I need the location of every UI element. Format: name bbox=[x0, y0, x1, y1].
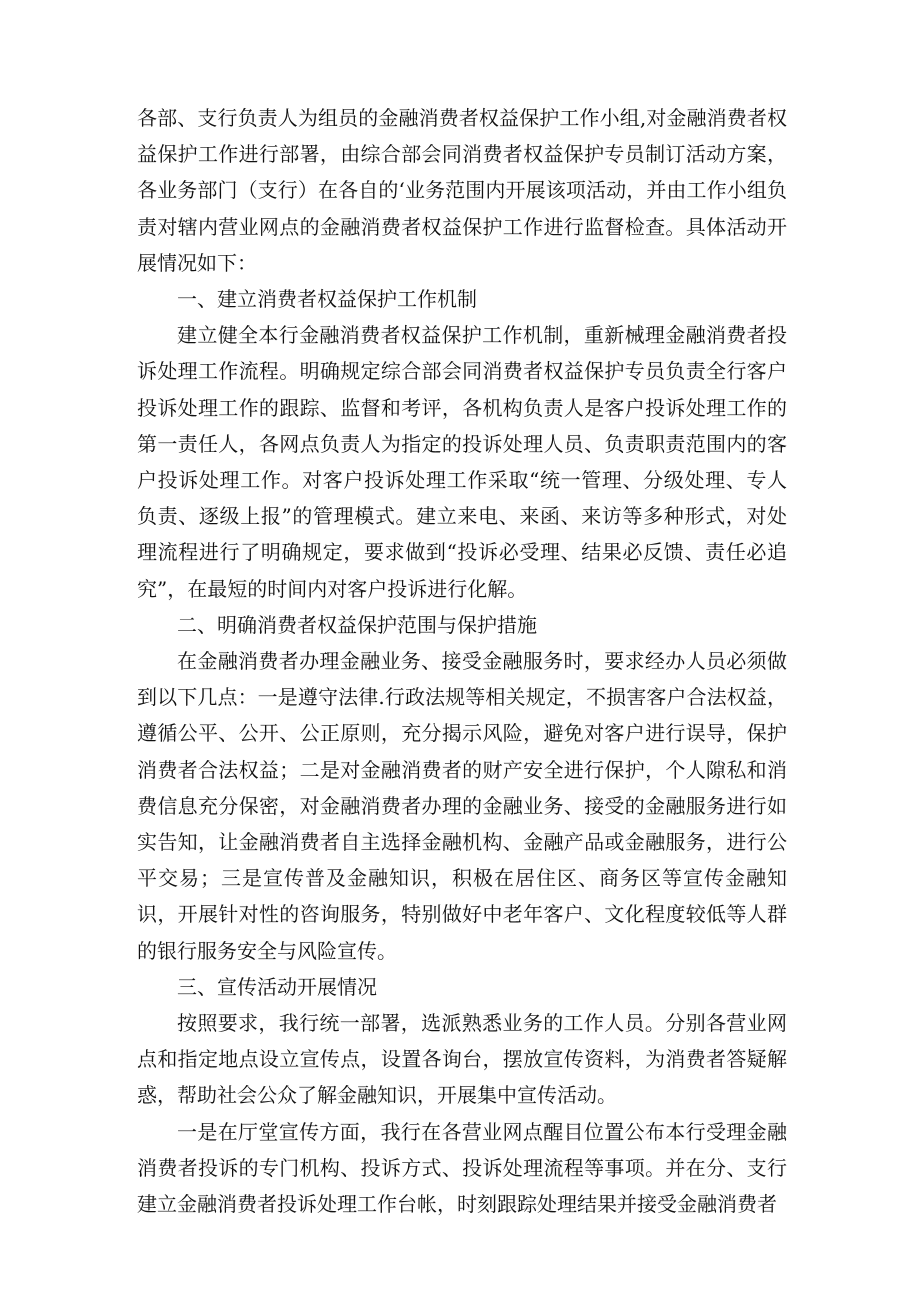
document-page bbox=[137, 100, 787, 1222]
paragraph-continued: 各部、支行负责人为组员的金融消费者权益保护工作小组,对金融消费者权益保护工作进行部署，由综合部会同消费者权益保护专员制订活动方案，各业务部门（支行）在各自的‘业务范围内开展该项活动，并由工作小组负责对辖内营业网点的金融消费者权益保护工作进行监督检查。具体活动开展情况如下： bbox=[137, 106, 787, 275]
section-heading-3: 三、宣传活动开展情况 bbox=[177, 974, 377, 999]
section-heading-1: 一、建立消费者权益保护工作机制 bbox=[177, 287, 477, 312]
paragraph-2: 在金融消费者办理金融业务、接受金融服务时，要求经办人员必须做到以下几点：一是遵守法律.行政法规等相关规定，不损害客户合法权益，遵循公平、公开、公正原则，充分揭示风险，避免对客户进行误导，保护消费者合法权益；二是对金融消费者的财产安全进行保护，个人隙私和消费信息充分保密，对金融消费者办理的金融业务、接受的金融服务进行如实告知，让金融消费者自主选择金融机构、金融产品或金融服务，进行公平交易；三是宣传普及金融知识，积极在居住区、商务区等宣传金融知识，开展针对性的咨询服务，特别做好中老年客户、文化程度较低等人群的银行服务安全与风险宣传。 bbox=[137, 649, 787, 963]
paragraph-1: 建立健全本行金融消费者权益保护工作机制，重新械理金融消费者投诉处理工作流程。明确规定综合部会同消费者权益保护专员负责全行客户投诉处理工作的跟踪、监督和考评，各机构负责人是客户投诉处理工作的第一责任人，各网点负责人为指定的投诉处理人员、负责职责范围内的客户投诉处理工作。对客户投诉处理工作采取“统一管理、分级处理、专人负责、逐级上报”的管理模式。建立来电、来函、来访等多种形式，对处理流程进行了明确规定，要求做到“投诉必受理、结果必反馈、责任必追究”，在最短的时间内对客户投诉进行化解。 bbox=[137, 323, 787, 601]
paragraph-4: 一是在厅堂宣传方面，我行在各营业网点醒目位置公布本行受理金融消费者投诉的专门机构、投诉方式、投诉处理流程等事项。并在分、支行建立金融消费者投诉处理工作台帐，时刻跟踪处理结果并接受金融消费者 bbox=[137, 1119, 787, 1217]
paragraph-3: 按照要求，我行统一部署，选派熟悉业务的工作人员。分别各营业网点和指定地点设立宣传点，设置各询台，摆放宣传资料，为消费者答疑解惑，帮助社会公众了解金融知识，开展集中宣传活动。 bbox=[137, 1011, 787, 1108]
section-heading-2: 二、明确消费者权益保护范围与保护措施 bbox=[177, 612, 537, 637]
